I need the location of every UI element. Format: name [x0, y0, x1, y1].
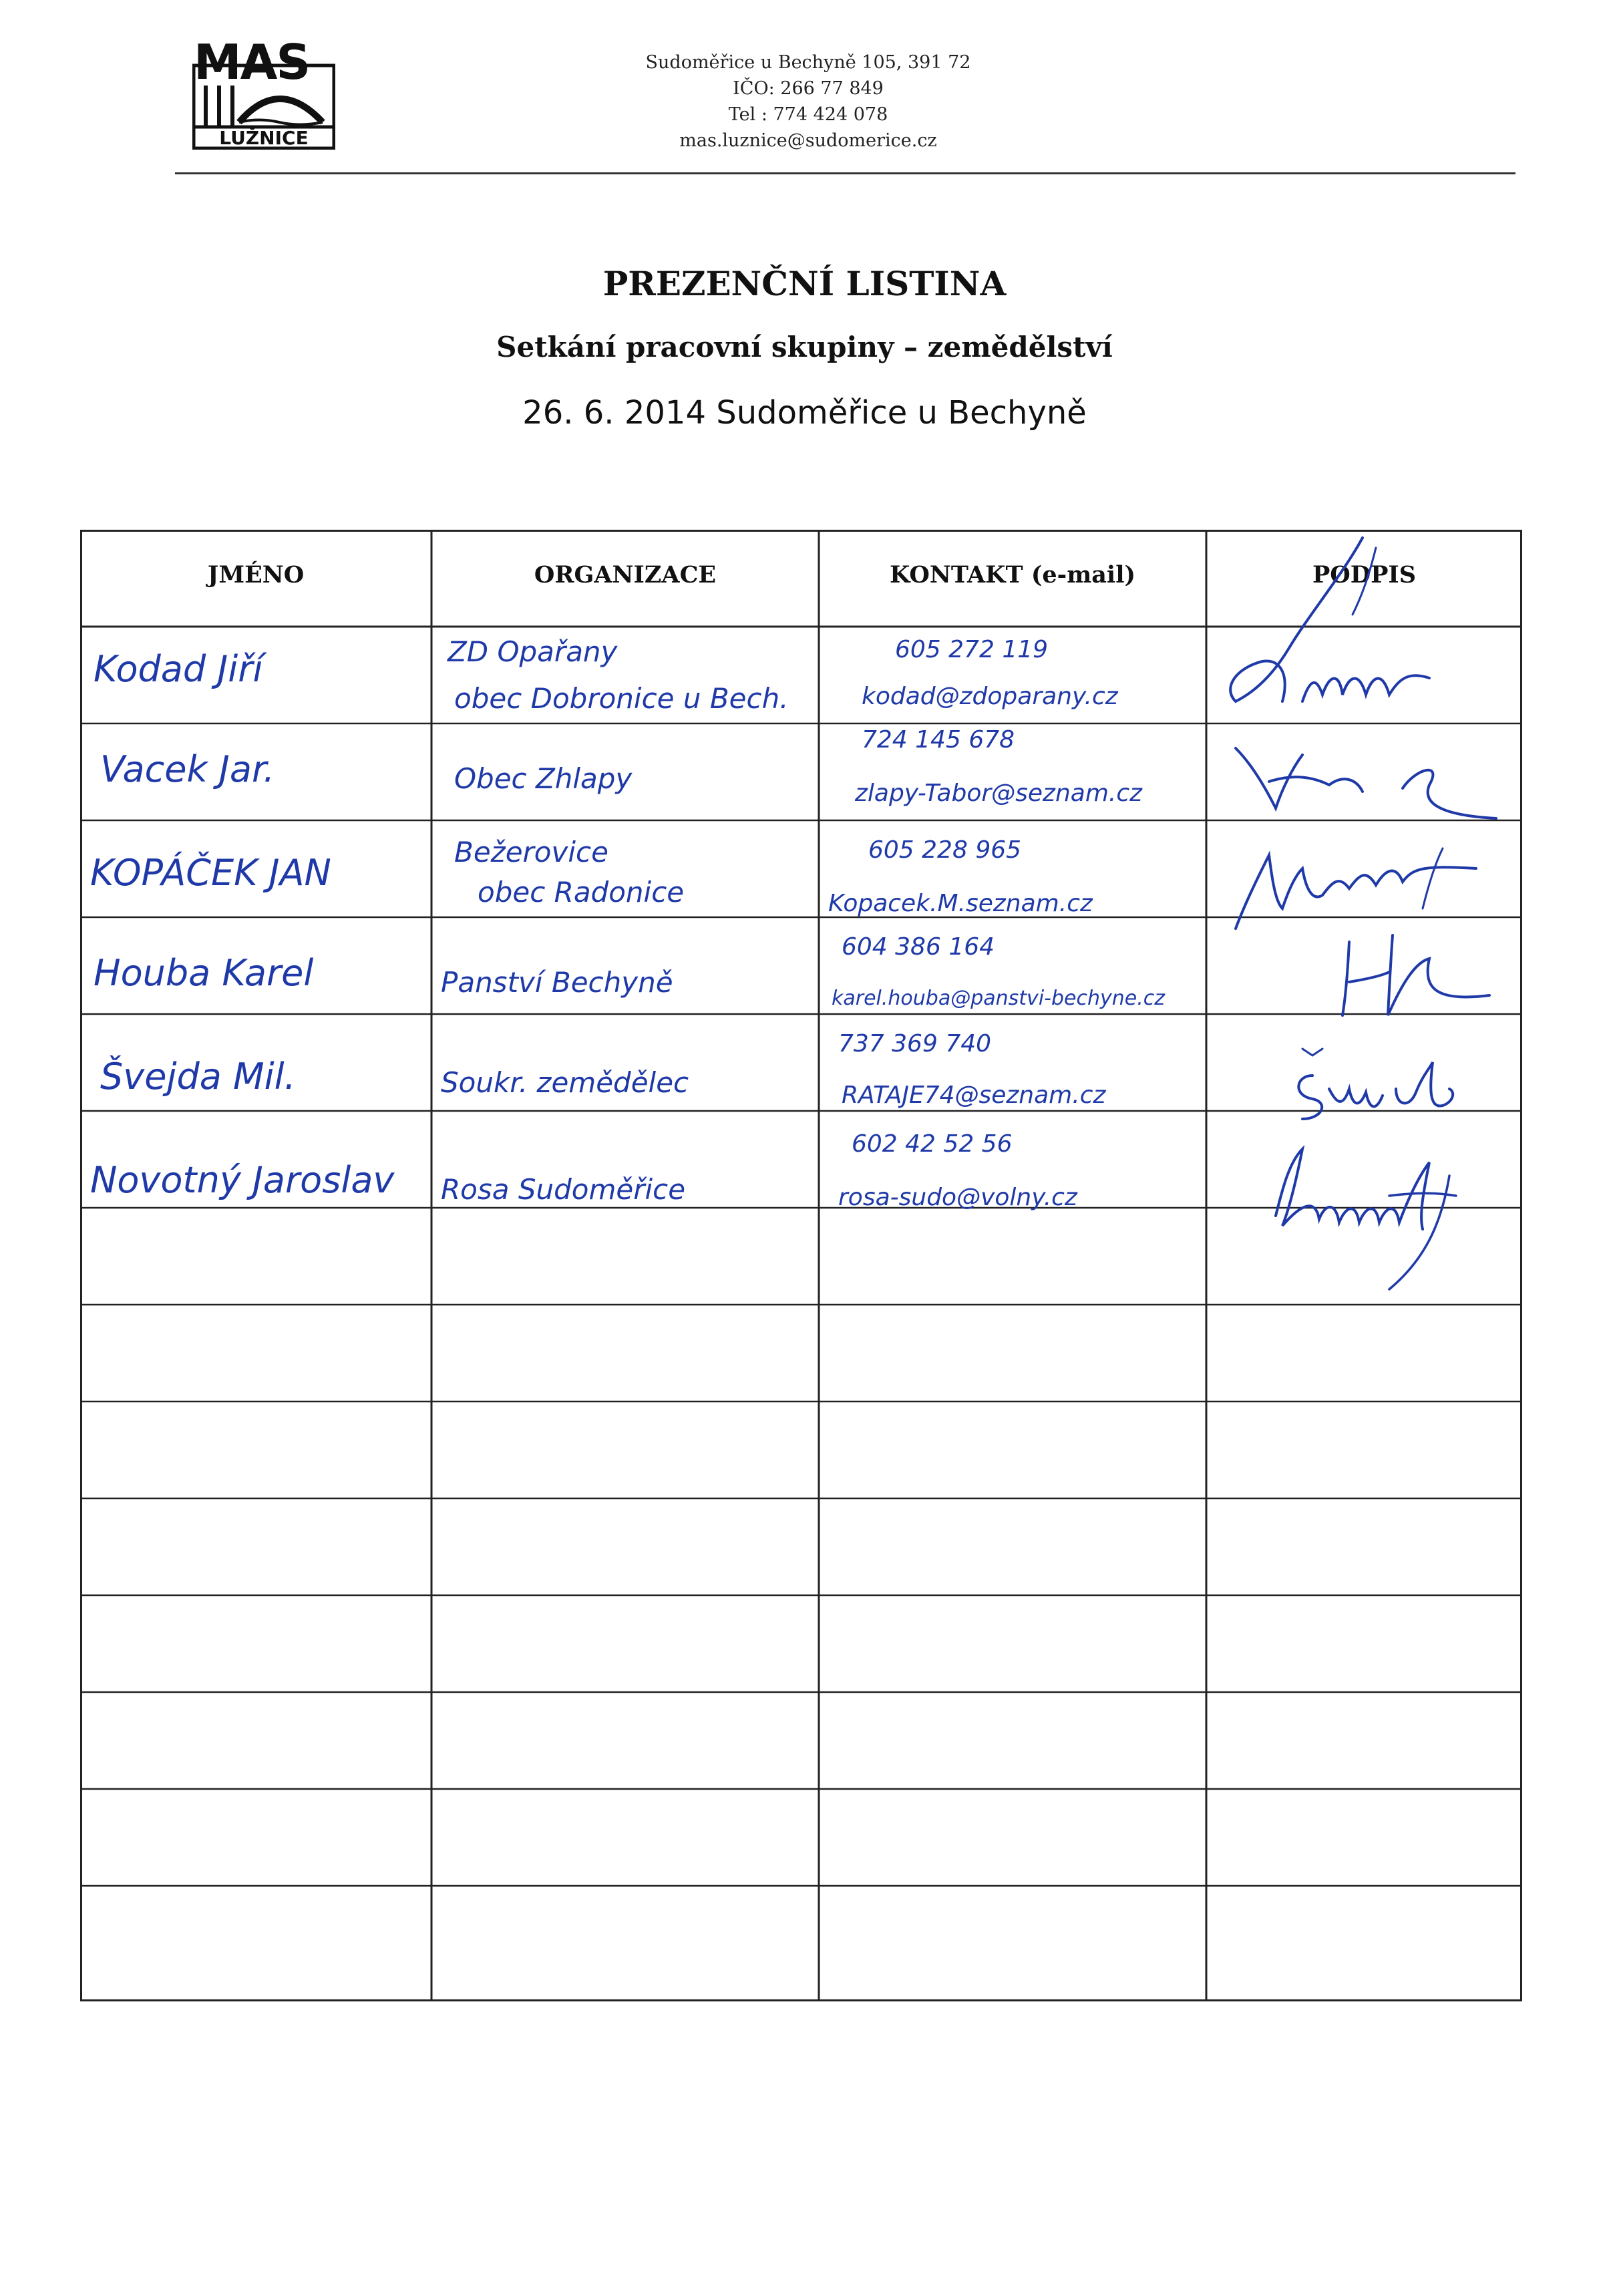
column-header-organization: ORGANIZACE [534, 561, 717, 589]
entry-phone: 605 272 119 [895, 636, 1049, 663]
header-divider [175, 172, 1515, 174]
entry-phone: 604 386 164 [842, 933, 995, 961]
entry-organization-line1: ZD Opařany [448, 635, 618, 668]
signature-2 [1229, 728, 1509, 842]
svg-text:LUŽNICE: LUŽNICE [219, 127, 309, 149]
mas-luznice-logo [192, 39, 335, 150]
entry-organization-line2: Obec Zhlapy [454, 762, 633, 795]
meeting-subtitle: Setkání pracovní skupiny – zemědělství [496, 331, 1113, 363]
entry-name: Švejda Mil. [100, 1055, 296, 1098]
entry-email: Kopacek.M.seznam.cz [828, 890, 1093, 917]
phone-line: Tel : 774 424 078 [728, 104, 888, 125]
ico-line: IČO: 266 77 849 [733, 78, 884, 99]
svg-text:MAS: MAS [194, 39, 310, 90]
entry-organization-line2: obec Dobronice u Bech. [454, 682, 789, 715]
entry-name: Kodad Jiří [94, 648, 263, 690]
entry-email: karel.houba@panstvi-bechyne.cz [832, 987, 1165, 1010]
entry-email: rosa-sudo@volny.cz [838, 1184, 1077, 1211]
entry-organization-line2: Rosa Sudoměřice [441, 1173, 686, 1206]
email-line: mas.luznice@sudomerice.cz [679, 130, 937, 151]
entry-email: RATAJE74@seznam.cz [842, 1082, 1106, 1109]
meeting-date-place: 26. 6. 2014 Sudoměřice u Bechyně [522, 394, 1087, 432]
entry-phone: 724 145 678 [862, 726, 1015, 754]
address-line: Sudoměřice u Bechyně 105, 391 72 [645, 52, 971, 73]
entry-name: Novotný Jaroslav [90, 1159, 395, 1201]
entry-phone: 602 42 52 56 [852, 1130, 1013, 1158]
entry-email: kodad@zdoparany.cz [862, 683, 1118, 710]
signature-4 [1329, 922, 1503, 1022]
entry-name: KOPÁČEK JAN [90, 852, 331, 894]
entry-phone: 605 228 965 [868, 836, 1022, 864]
entry-phone: 737 369 740 [838, 1030, 992, 1057]
signature-6 [1256, 1136, 1496, 1296]
column-header-name: JMÉNO [207, 561, 305, 589]
entry-organization-line2: Soukr. zemědělec [441, 1066, 689, 1099]
column-header-contact: KONTAKT (e-mail) [889, 561, 1136, 589]
entry-organization-line2: obec Radonice [478, 876, 685, 909]
entry-organization-line2: Panství Bechyně [441, 966, 673, 999]
entry-organization-line1: Bežerovice [454, 836, 608, 868]
signature-1 [1209, 534, 1476, 755]
organization-contact-block [548, 49, 1069, 154]
entry-name: Houba Karel [94, 952, 314, 994]
signature-5 [1276, 1042, 1476, 1129]
entry-name: Vacek Jar. [100, 748, 275, 790]
column-header-signature: PODPIS [1312, 561, 1417, 589]
document-title: PREZENČNÍ LISTINA [602, 264, 1007, 303]
entry-email: zlapy-Tabor@seznam.cz [855, 780, 1143, 807]
